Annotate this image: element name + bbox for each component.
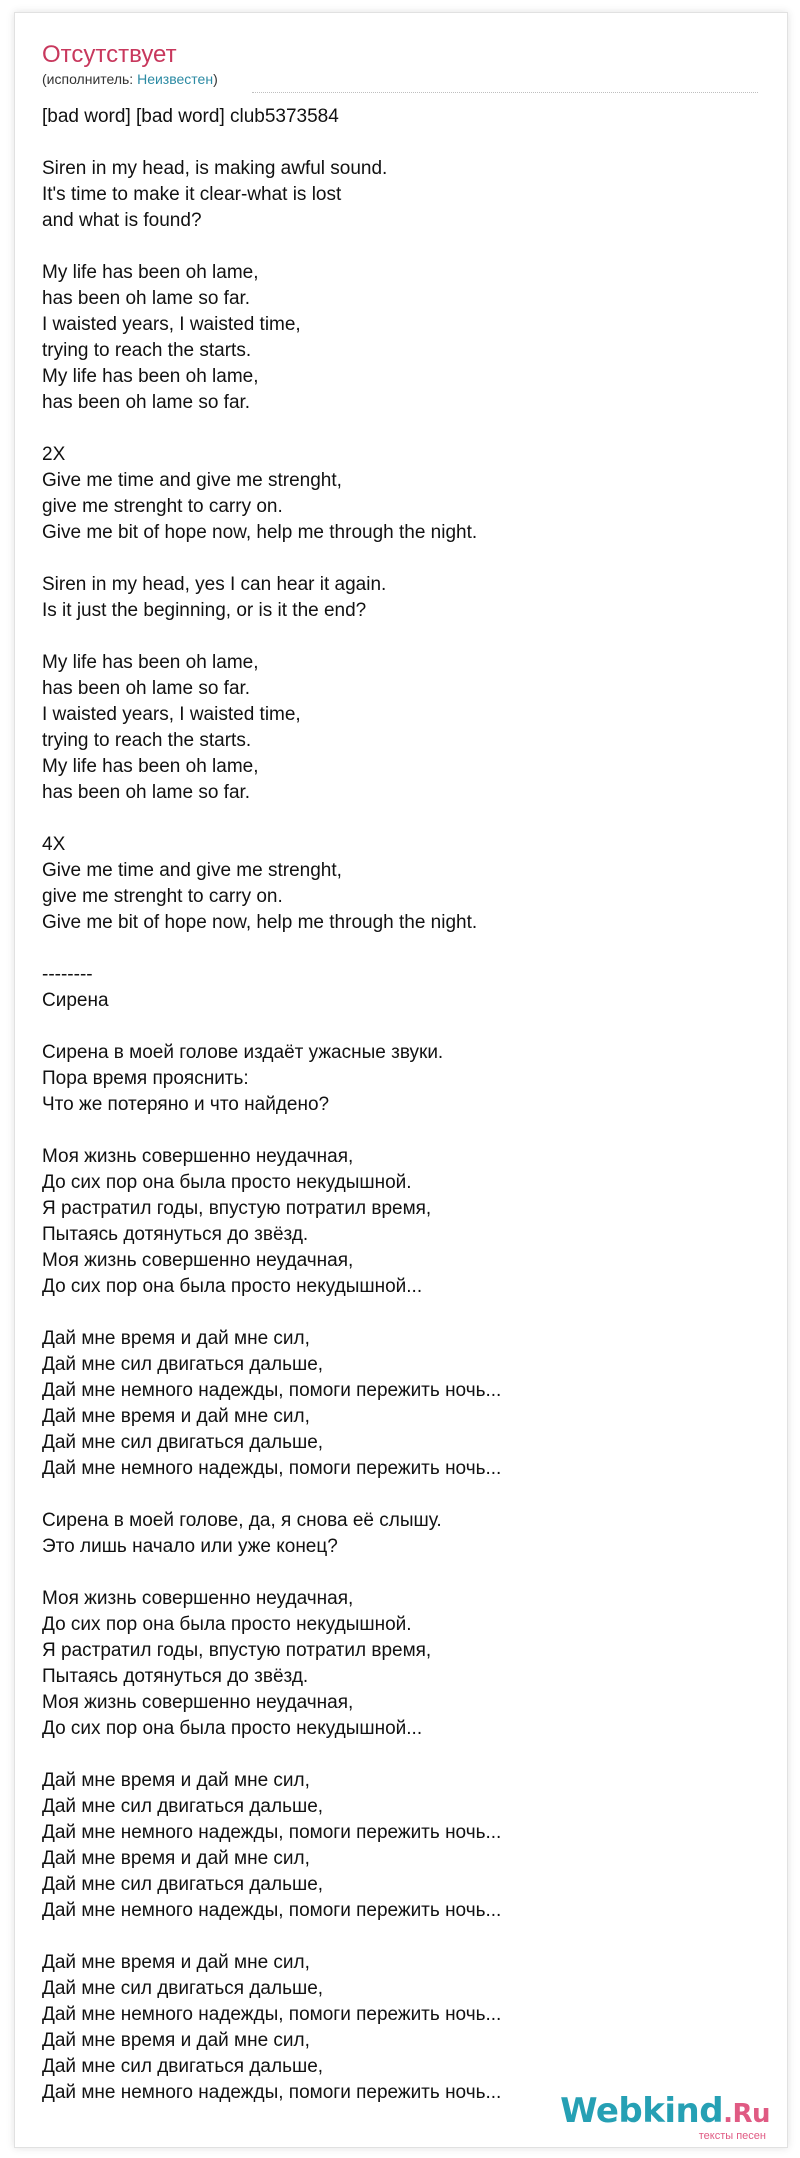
lyrics-line: Give me time and give me strenght, — [42, 470, 342, 491]
lyrics-blank-line — [42, 1118, 758, 1144]
lyrics-line: 2X — [42, 444, 66, 465]
lyrics-line: Дай мне сил двигаться дальше, — [42, 1354, 324, 1375]
lyrics-line: Дай мне немного надежды, помоги пережить ночь... — [42, 1458, 502, 1479]
lyrics-line: My life has been oh lame, — [42, 262, 259, 283]
lyrics-line: Give me time and give me strenght, — [42, 860, 342, 881]
lyrics-blank-line — [42, 234, 758, 260]
lyrics-line: Give me bit of hope now, help me through the night. — [42, 522, 478, 543]
lyrics-line: Дай мне немного надежды, помоги пережить ночь... — [42, 1380, 502, 1401]
lyrics-line: До сих пор она была просто некудышной... — [42, 1718, 423, 1739]
lyrics-line: Моя жизнь совершенно неудачная, — [42, 1146, 354, 1167]
lyrics-blank-line — [42, 130, 758, 156]
lyrics-line: Дай мне время и дай мне сил, — [42, 1770, 310, 1791]
lyrics-line: Дай мне немного надежды, помоги пережить ночь... — [42, 2004, 502, 2025]
performer-prefix: (исполнитель: — [42, 71, 138, 87]
lyrics-line: has been oh lame so far. — [42, 782, 251, 803]
lyrics-line: Дай мне сил двигаться дальше, — [42, 1978, 324, 1999]
lyrics-line: Пытаясь дотянуться до звёзд. — [42, 1224, 309, 1245]
lyrics-blank-line — [42, 1924, 758, 1950]
lyrics-line: It's time to make it clear-what is lost — [42, 184, 342, 205]
lyrics-line: Give me bit of hope now, help me through the night. — [42, 912, 478, 933]
logo-wordmark — [560, 2093, 770, 2132]
lyrics-line: My life has been oh lame, — [42, 756, 259, 777]
performer-line — [42, 70, 758, 88]
lyrics-line: Пытаясь дотянуться до звёзд. — [42, 1666, 309, 1687]
lyrics-line: Дай мне немного надежды, помоги пережить ночь... — [42, 1822, 502, 1843]
lyrics-line: 4X — [42, 834, 66, 855]
lyrics-line: Siren in my head, is making awful sound. — [42, 158, 388, 179]
lyrics-line: My life has been oh lame, — [42, 366, 259, 387]
lyrics-line: Я растратил годы, впустую потратил время, — [42, 1640, 432, 1661]
lyrics-line: Дай мне немного надежды, помоги пережить ночь... — [42, 1900, 502, 1921]
lyrics-line: Дай мне сил двигаться дальше, — [42, 1874, 324, 1895]
lyrics-line: Сирена — [42, 990, 109, 1011]
lyrics-blank-line — [42, 1560, 758, 1586]
webkind-logo[interactable] — [560, 2093, 770, 2142]
performer-link[interactable]: Неизвестен — [137, 71, 214, 87]
header-divider — [252, 92, 758, 93]
song-title: Отсутствует — [42, 41, 177, 68]
lyrics-line: has been oh lame so far. — [42, 392, 251, 413]
logo-tagline: тексты песен — [698, 2130, 766, 2142]
lyrics-blank-line — [42, 546, 758, 572]
performer-suffix: ) — [213, 71, 218, 87]
lyrics-line: Это лишь начало или уже конец? — [42, 1536, 338, 1557]
lyrics-line: has been oh lame so far. — [42, 678, 251, 699]
lyrics-text — [42, 104, 758, 2106]
lyrics-blank-line — [42, 936, 758, 962]
lyrics-line: Дай мне время и дай мне сил, — [42, 2030, 310, 2051]
song-header — [42, 40, 758, 88]
logo-suffix: .Ru — [723, 2099, 770, 2129]
lyrics-line: Дай мне сил двигаться дальше, — [42, 1432, 324, 1453]
lyrics-line: Моя жизнь совершенно неудачная, — [42, 1588, 354, 1609]
lyrics-blank-line — [42, 1742, 758, 1768]
lyrics-blank-line — [42, 1014, 758, 1040]
lyrics-line: Siren in my head, yes I can hear it again. — [42, 574, 387, 595]
lyrics-line: My life has been oh lame, — [42, 652, 259, 673]
lyrics-line: give me strenght to carry on. — [42, 886, 283, 907]
lyrics-line: Сирена в моей голове, да, я снова её слышу. — [42, 1510, 442, 1531]
lyrics-line: Пора время прояснить: — [42, 1068, 249, 1089]
logo-main-text: Webkind — [560, 2091, 724, 2131]
lyrics-line: and what is found? — [42, 210, 202, 231]
lyrics-line: Дай мне сил двигаться дальше, — [42, 2056, 324, 2077]
lyrics-line: Дай мне время и дай мне сил, — [42, 1406, 310, 1427]
lyrics-line: trying to reach the starts. — [42, 340, 252, 361]
lyrics-line: has been oh lame so far. — [42, 288, 251, 309]
lyrics-line: Дай мне время и дай мне сил, — [42, 1328, 310, 1349]
lyrics-blank-line — [42, 1482, 758, 1508]
lyrics-line: Дай мне немного надежды, помоги пережить ночь... — [42, 2082, 502, 2103]
lyrics-line: trying to reach the starts. — [42, 730, 252, 751]
lyrics-blank-line — [42, 806, 758, 832]
lyrics-line: -------- — [42, 964, 93, 985]
lyrics-line: [bad word] [bad word] club5373584 — [42, 106, 339, 127]
lyrics-blank-line — [42, 1300, 758, 1326]
lyrics-blank-line — [42, 416, 758, 442]
lyrics-line: Дай мне сил двигаться дальше, — [42, 1796, 324, 1817]
lyrics-line: Дай мне время и дай мне сил, — [42, 1848, 310, 1869]
lyrics-blank-line — [42, 624, 758, 650]
lyrics-line: Is it just the beginning, or is it the end? — [42, 600, 367, 621]
lyrics-line: До сих пор она была просто некудышной. — [42, 1172, 412, 1193]
lyrics-line: Моя жизнь совершенно неудачная, — [42, 1692, 354, 1713]
lyrics-line: Дай мне время и дай мне сил, — [42, 1952, 310, 1973]
lyrics-line: I waisted years, I waisted time, — [42, 704, 301, 725]
lyrics-line: Сирена в моей голове издаёт ужасные звуки. — [42, 1042, 444, 1063]
lyrics-line: Моя жизнь совершенно неудачная, — [42, 1250, 354, 1271]
lyrics-line: До сих пор она была просто некудышной. — [42, 1614, 412, 1635]
lyrics-line: До сих пор она была просто некудышной... — [42, 1276, 423, 1297]
lyrics-line: give me strenght to carry on. — [42, 496, 283, 517]
lyrics-line: I waisted years, I waisted time, — [42, 314, 301, 335]
lyrics-line: Я растратил годы, впустую потратил время, — [42, 1198, 432, 1219]
lyrics-line: Что же потеряно и что найдено? — [42, 1094, 330, 1115]
